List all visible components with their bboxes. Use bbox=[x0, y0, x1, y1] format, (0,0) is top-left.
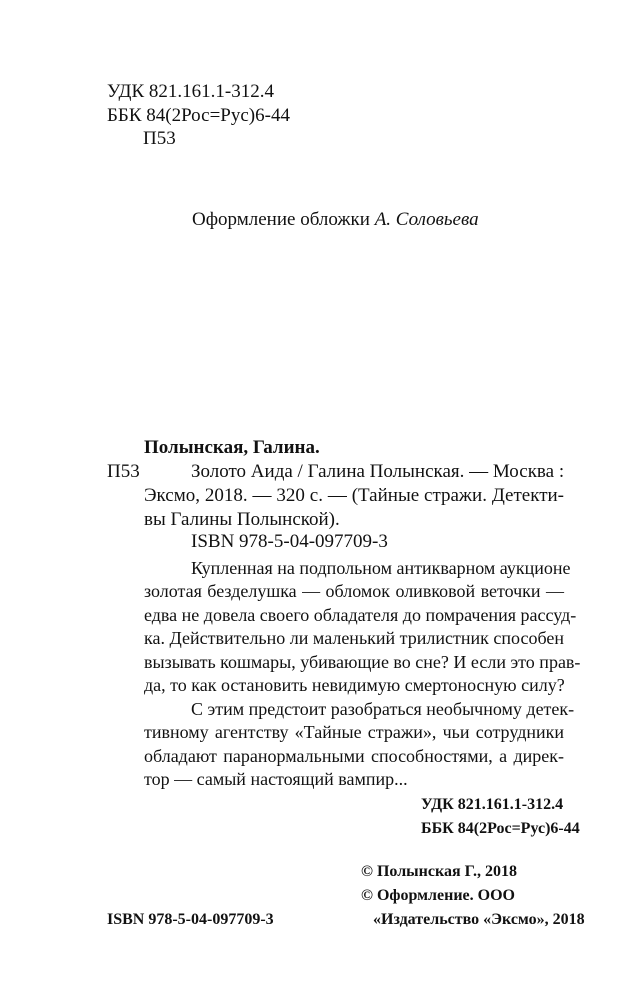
annotation-p2-line-4: тор — самый настоящий вампир... bbox=[144, 769, 408, 789]
copyright-author: © Полынская Г., 2018 bbox=[361, 863, 517, 880]
annotation-p1-line-5: вызывать кошмары, убивающие во сне? И если это прав- bbox=[144, 652, 581, 672]
record-line-3: вы Галины Полынской). bbox=[144, 509, 340, 530]
footer-isbn: ISBN 978-5-04-097709-3 bbox=[107, 911, 274, 928]
record-isbn: ISBN 978-5-04-097709-3 bbox=[191, 531, 388, 552]
record-author: Полынская, Галина. bbox=[144, 437, 320, 458]
annotation-p1-line-2: золотая безделушка — обломок оливковой веточки — bbox=[144, 581, 564, 601]
annotation-p1-line-6: да, то как остановить невидимую смертоносную силу? bbox=[144, 675, 565, 695]
cover-artist: А. Соловьева bbox=[374, 209, 479, 230]
classification-bbk: ББК 84(2Рос=Рус)6-44 bbox=[421, 820, 580, 837]
annotation-p1-line-1: Купленная на подпольном антикварном аукционе bbox=[191, 558, 571, 578]
classification-udk: УДК 821.161.1-312.4 bbox=[421, 796, 564, 813]
copyright-publisher: «Издательство «Эксмо», 2018 bbox=[373, 911, 585, 928]
copyright-design: © Оформление. ООО bbox=[361, 887, 515, 904]
cover-credit bbox=[192, 208, 479, 232]
header-bbk: ББК 84(2Рос=Рус)6-44 bbox=[107, 105, 290, 126]
cover-label: Оформление обложки bbox=[192, 209, 370, 230]
header-udk: УДК 821.161.1-312.4 bbox=[107, 81, 274, 102]
record-line-2: Эксмо, 2018. — 320 с. — (Тайные стражи. Детекти- bbox=[144, 485, 564, 506]
annotation-p2-line-1: С этим предстоит разобраться необычному детек- bbox=[191, 699, 575, 719]
annotation-p2-line-3: обладают паранормальными способностями, а дирек- bbox=[144, 746, 564, 766]
annotation-p1-line-4: ка. Действительно ли маленький трилистник способен bbox=[144, 628, 564, 648]
annotation-p2-line-2: тивному агентству «Тайные стражи», чьи сотрудники bbox=[144, 722, 564, 742]
header-code: П53 bbox=[143, 128, 176, 149]
record-line-1: Золото Аида / Галина Полынская. — Москва : bbox=[191, 461, 565, 482]
annotation-p1-line-3: едва не довела своего обладателя до помрачения рассуд- bbox=[144, 605, 577, 625]
record-code: П53 bbox=[107, 461, 140, 482]
